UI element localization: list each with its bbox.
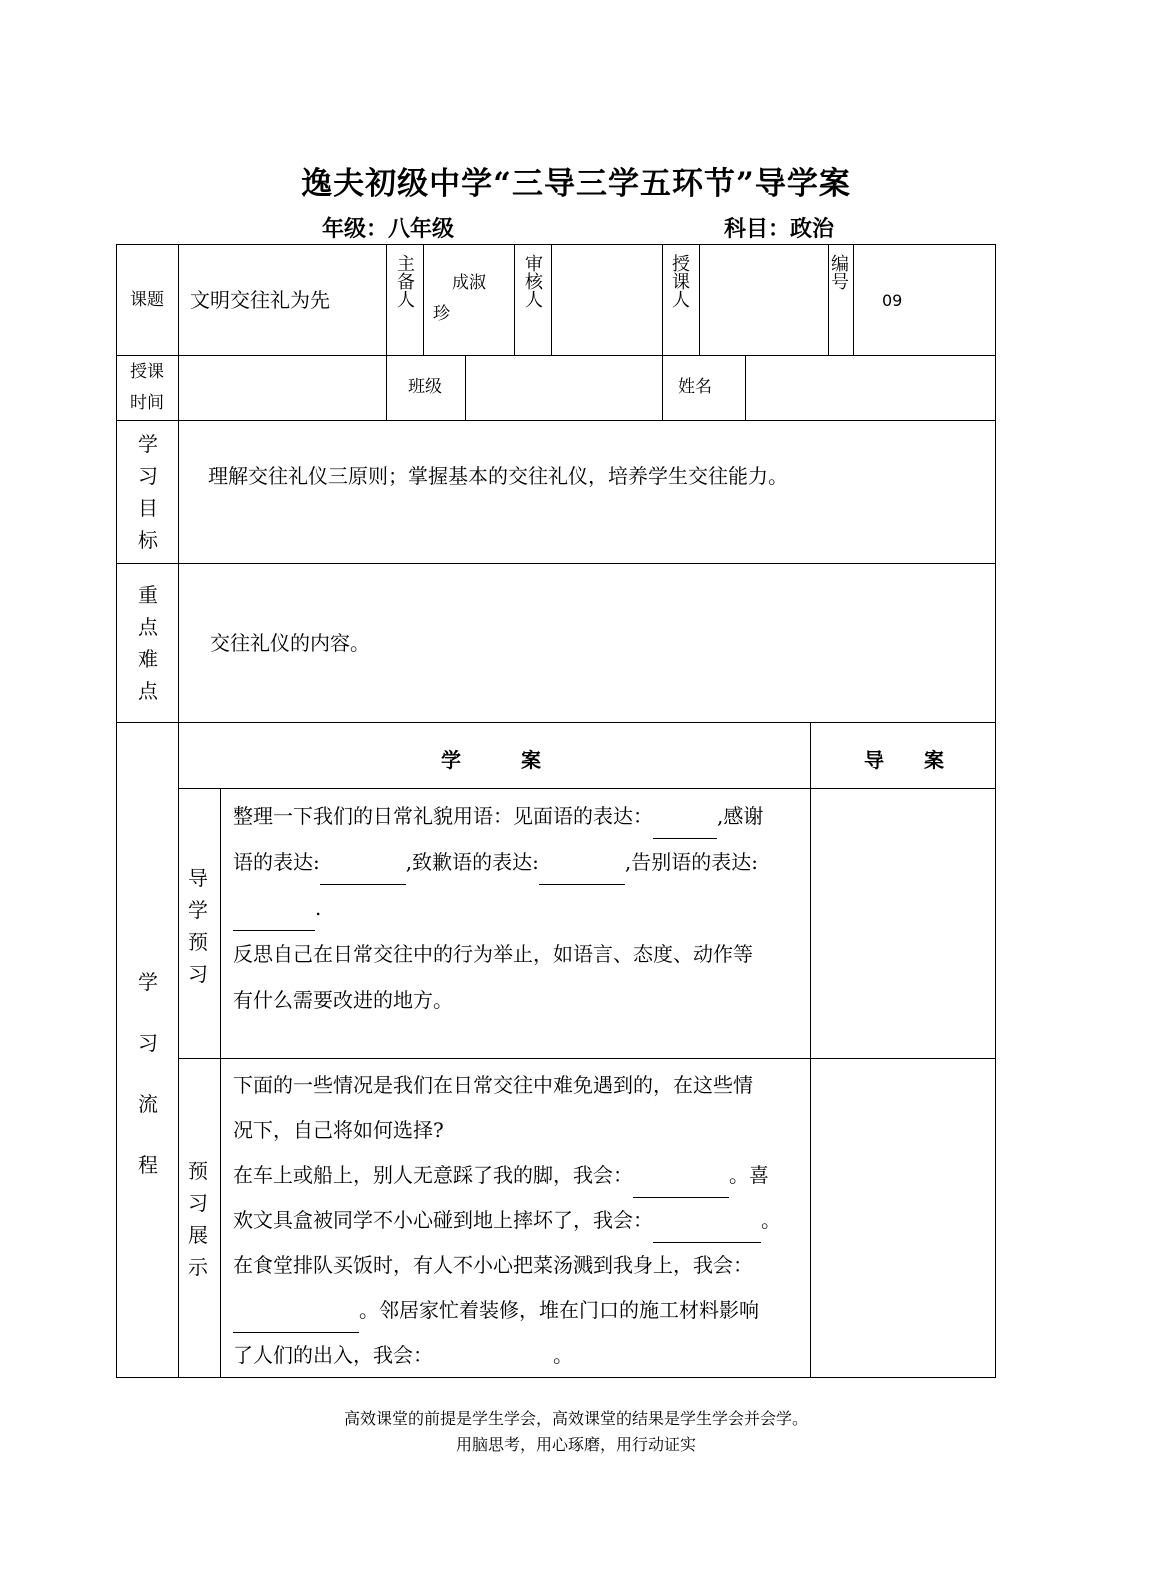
footer-line-1: 高效课堂的前提是学生学会，高效课堂的结果是学生学会并会学。 [343,1409,808,1428]
reviewer-label: 审核人 [525,254,543,311]
footer-line-2: 用脑思考，用心琢磨，用行动证实 [455,1435,696,1454]
preparer-value-1: 成淑 [452,273,486,293]
show-label: 预习展示 [188,1159,208,1279]
teacher-label: 授课人 [672,254,690,311]
preparer-label: 主备人 [397,254,415,311]
preview-text: 整理一下我们的日常礼貌用语：见面语的表达： ,感谢 语的表达: ,致歉语的表达: ,告别语的表达: . 反思自己在日常交往中的行为举止，如语言、态度、动作等 有什么需要改进的地方。 [233,804,764,1012]
preparer-value-2: 珍 [433,304,450,324]
goals-label: 学习目标 [138,432,158,552]
name-label: 姓名 [678,377,712,397]
topic-label: 课题 [130,290,164,310]
grade-label: 年级：八年级 [322,216,455,242]
number-label: 编号 [831,254,849,293]
number-value: 09 [882,291,903,310]
key-points-label: 重点难点 [138,583,158,703]
topic-value: 文明交往礼为先 [190,288,330,312]
show-text: 下面的一些情况是我们在日常交往中难免遇到的，在这些情 况下，自己将如何选择? 在车上或船上，别人无意踩了我的脚，我会： 。喜 欢文具盒被同学不小心碰到地上摔坏了，我会： 。 在食堂排队买饭时，有人不小心把菜汤溅到我身上，我会： 。邻居家忙着装修，堆在门口的施工材料影响 了人们的出入，我会： 。 [233,1063,805,1378]
preview-label: 导学预习 [188,866,208,986]
class-label: 班级 [408,377,442,397]
key-points-text: 交往礼仪的内容。 [210,631,370,655]
daoan-heading: 导 案 [864,748,944,772]
time-label-2: 时间 [130,393,164,413]
process-label: 学习流程 [138,970,158,1177]
time-label-1: 授课 [130,362,164,382]
subject-label: 科目：政治 [724,216,835,242]
xuean-heading: 学 案 [441,748,541,772]
goals-text: 理解交往礼仪三原则；掌握基本的交往礼仪，培养学生交往能力。 [208,464,788,488]
page-title: 逸夫初级中学“三导三学五环节”导学案 [301,166,851,202]
